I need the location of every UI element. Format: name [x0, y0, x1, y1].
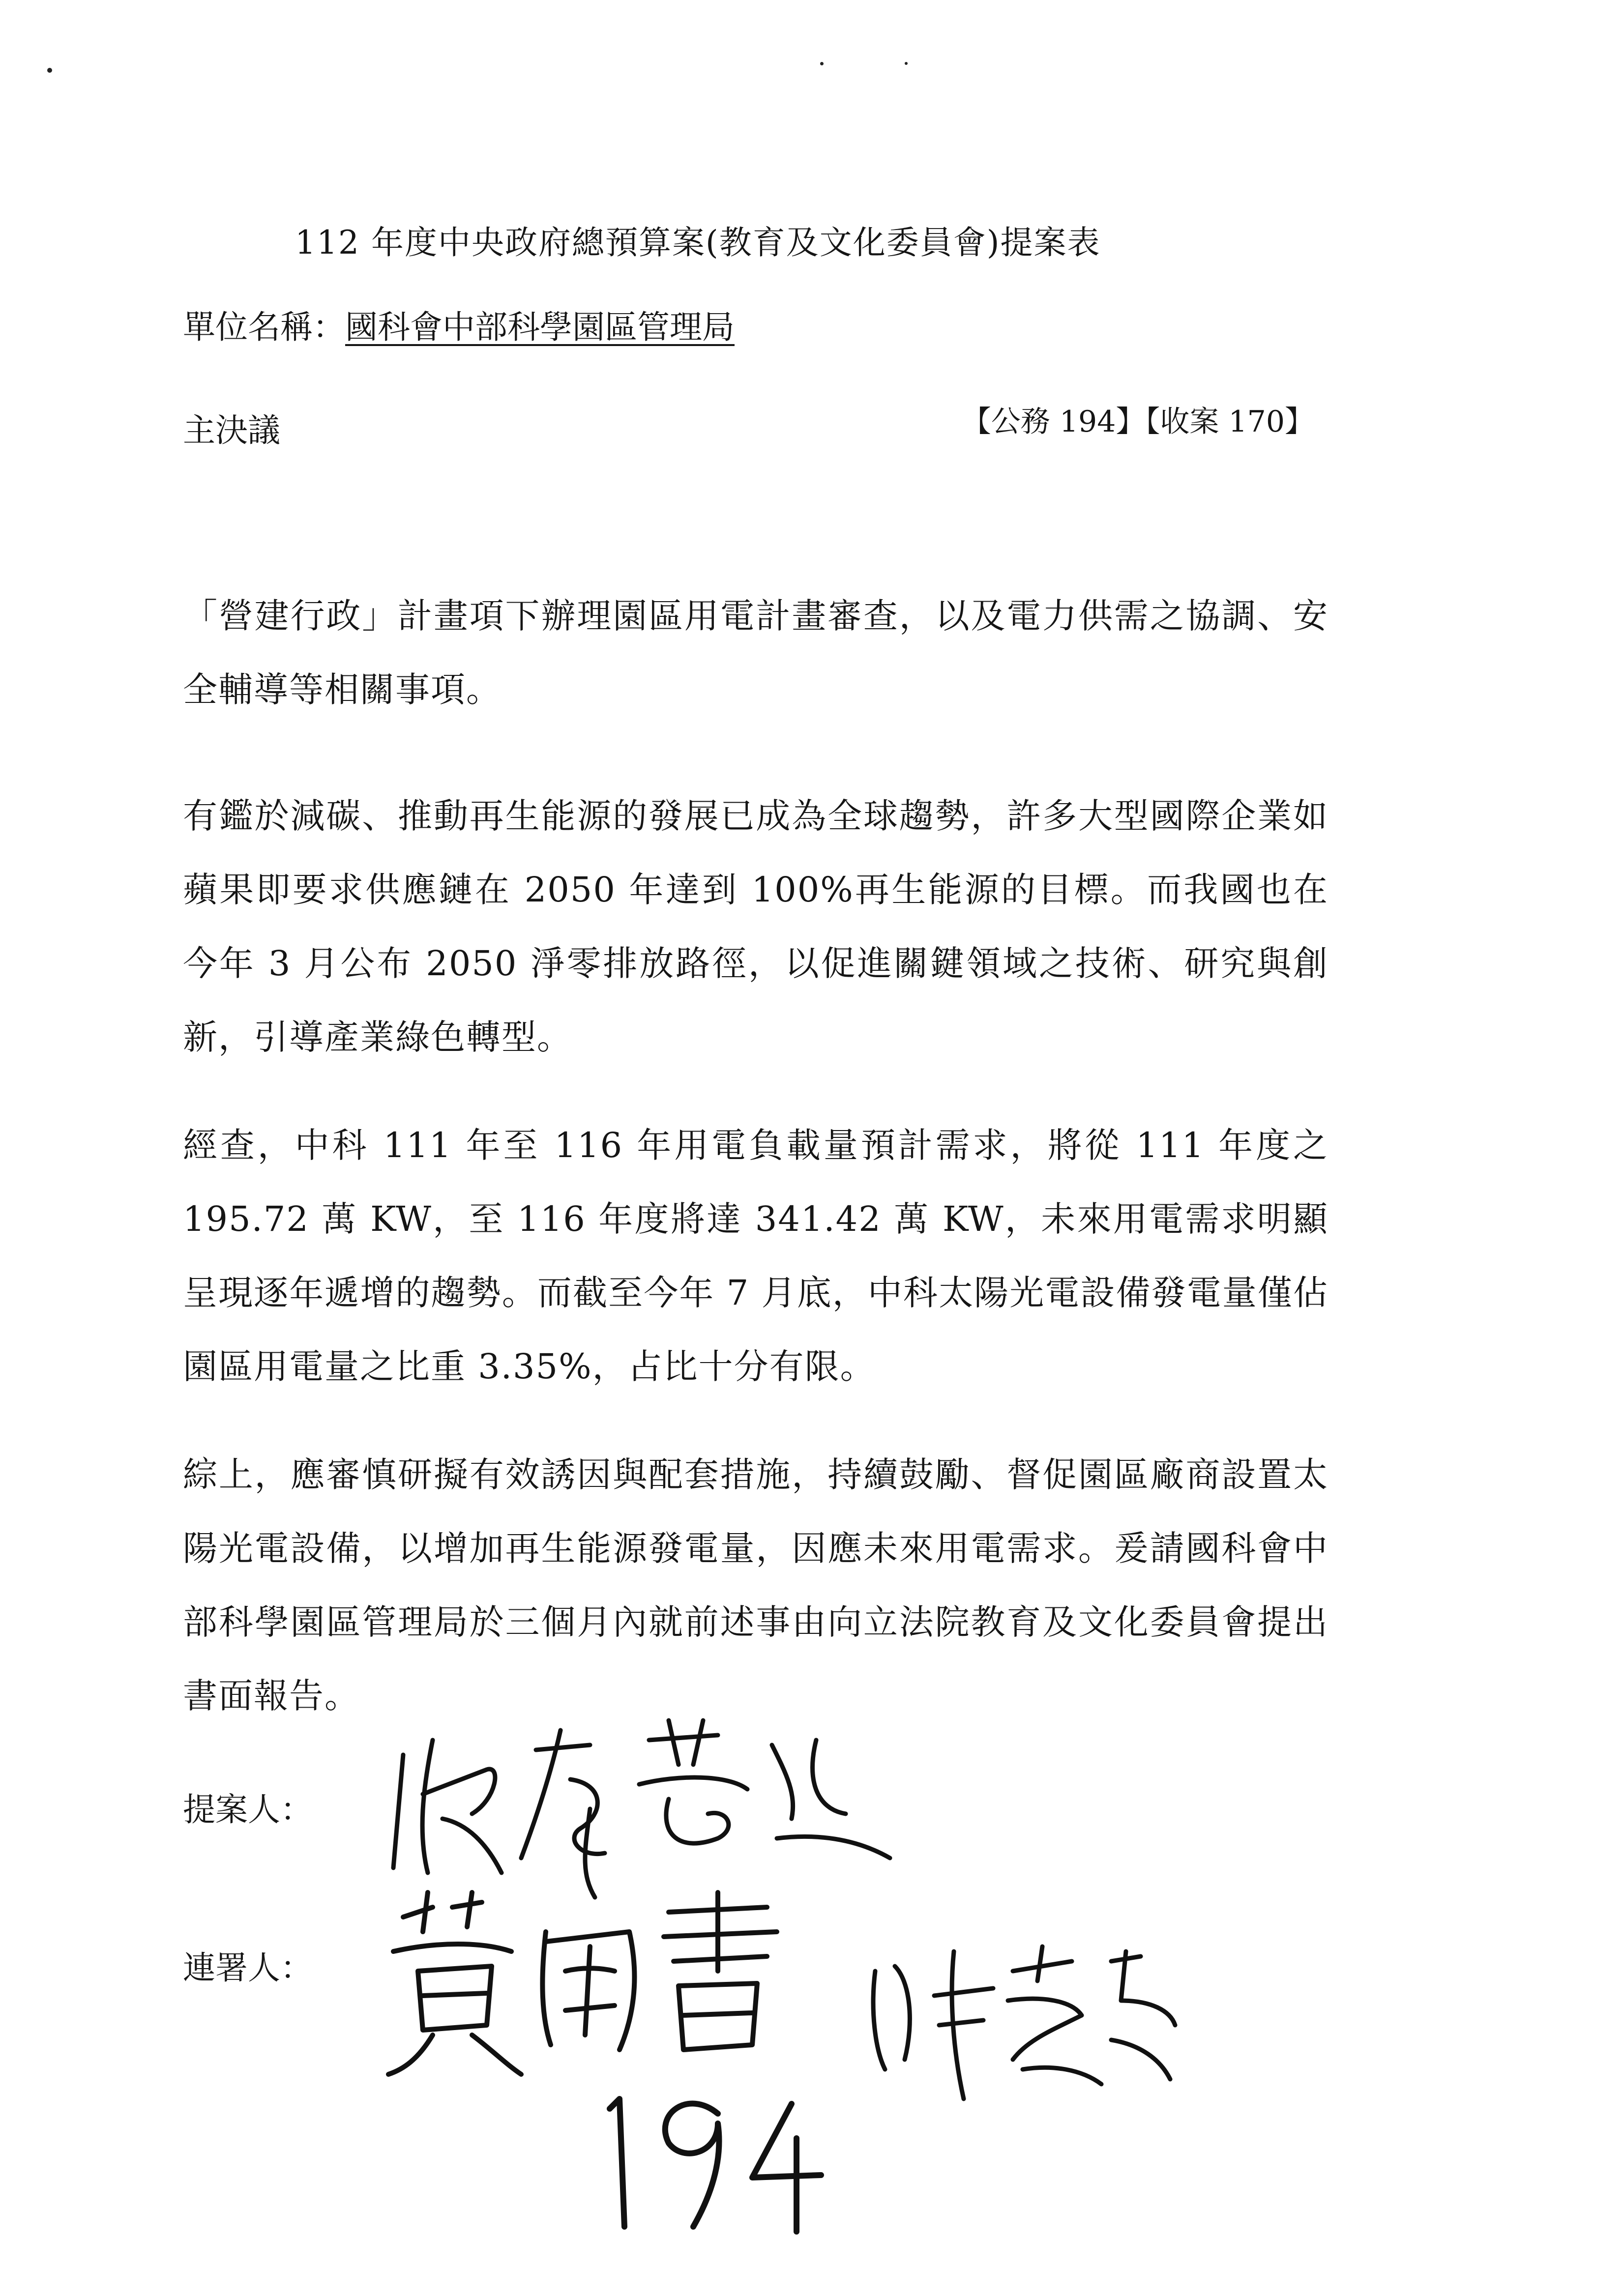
paragraph-1: 「營建行政」計畫項下辦理園區用電計畫審查，以及電力供需之協調、安全輔導等相關事項。 [183, 596, 1329, 710]
unit-label: 單位名稱： [183, 308, 345, 346]
paragraph-4: 綜上，應審慎研擬有效誘因與配套措施，持續鼓勵、督促園區廠商設置太陽光電設備，以增加再生能源發電量，因應未來用電需求。爰請國科會中部科學園區管理局於三個月內就前述事由向立法院教育及文化委員會提出書面報告。 [183, 1454, 1329, 1716]
scan-speck [905, 62, 908, 65]
scan-speck [47, 68, 52, 73]
unit-line [183, 301, 735, 348]
handwritten-number [590, 2079, 826, 2241]
reference-number: 【公務 194】【收案 170】 [961, 405, 1314, 439]
resolution-label: 主決議 [183, 411, 280, 449]
document-title: 112 年度中央政府總預算案(教育及文化委員會)提案表 [295, 224, 1101, 262]
cosigner-signature [374, 1888, 797, 2084]
scan-speck [820, 62, 824, 65]
proposer-signature [374, 1711, 905, 1917]
unit-name: 國科會中部科學園區管理局 [345, 308, 735, 346]
cosigner-label: 連署人： [183, 1949, 313, 1987]
proposer-label: 提案人： [183, 1791, 313, 1829]
paragraph-3: 經查，中科 111 年至 116 年用電負載量預計需求，將從 111 年度之 195.72 萬 KW，至 116 年度將達 341.42 萬 KW，未來用電需求明顯呈現逐年遞增的趨勢。而截至今年 7 月底，中科太陽光電設備發電量僅佔園區用電量之比重 3.35%，占比十分有限。 [183, 1125, 1329, 1387]
paragraph-2: 有鑑於減碳、推動再生能源的發展已成為全球趨勢，許多大型國際企業如蘋果即要求供應鏈在 2050 年達到 100%再生能源的目標。而我國也在今年 3 月公布 2050 淨零排放路徑，以促進關鍵領域之技術、研究與創新，引導產業綠色轉型。 [183, 796, 1329, 1057]
cosigner-signature [865, 1942, 1180, 2119]
